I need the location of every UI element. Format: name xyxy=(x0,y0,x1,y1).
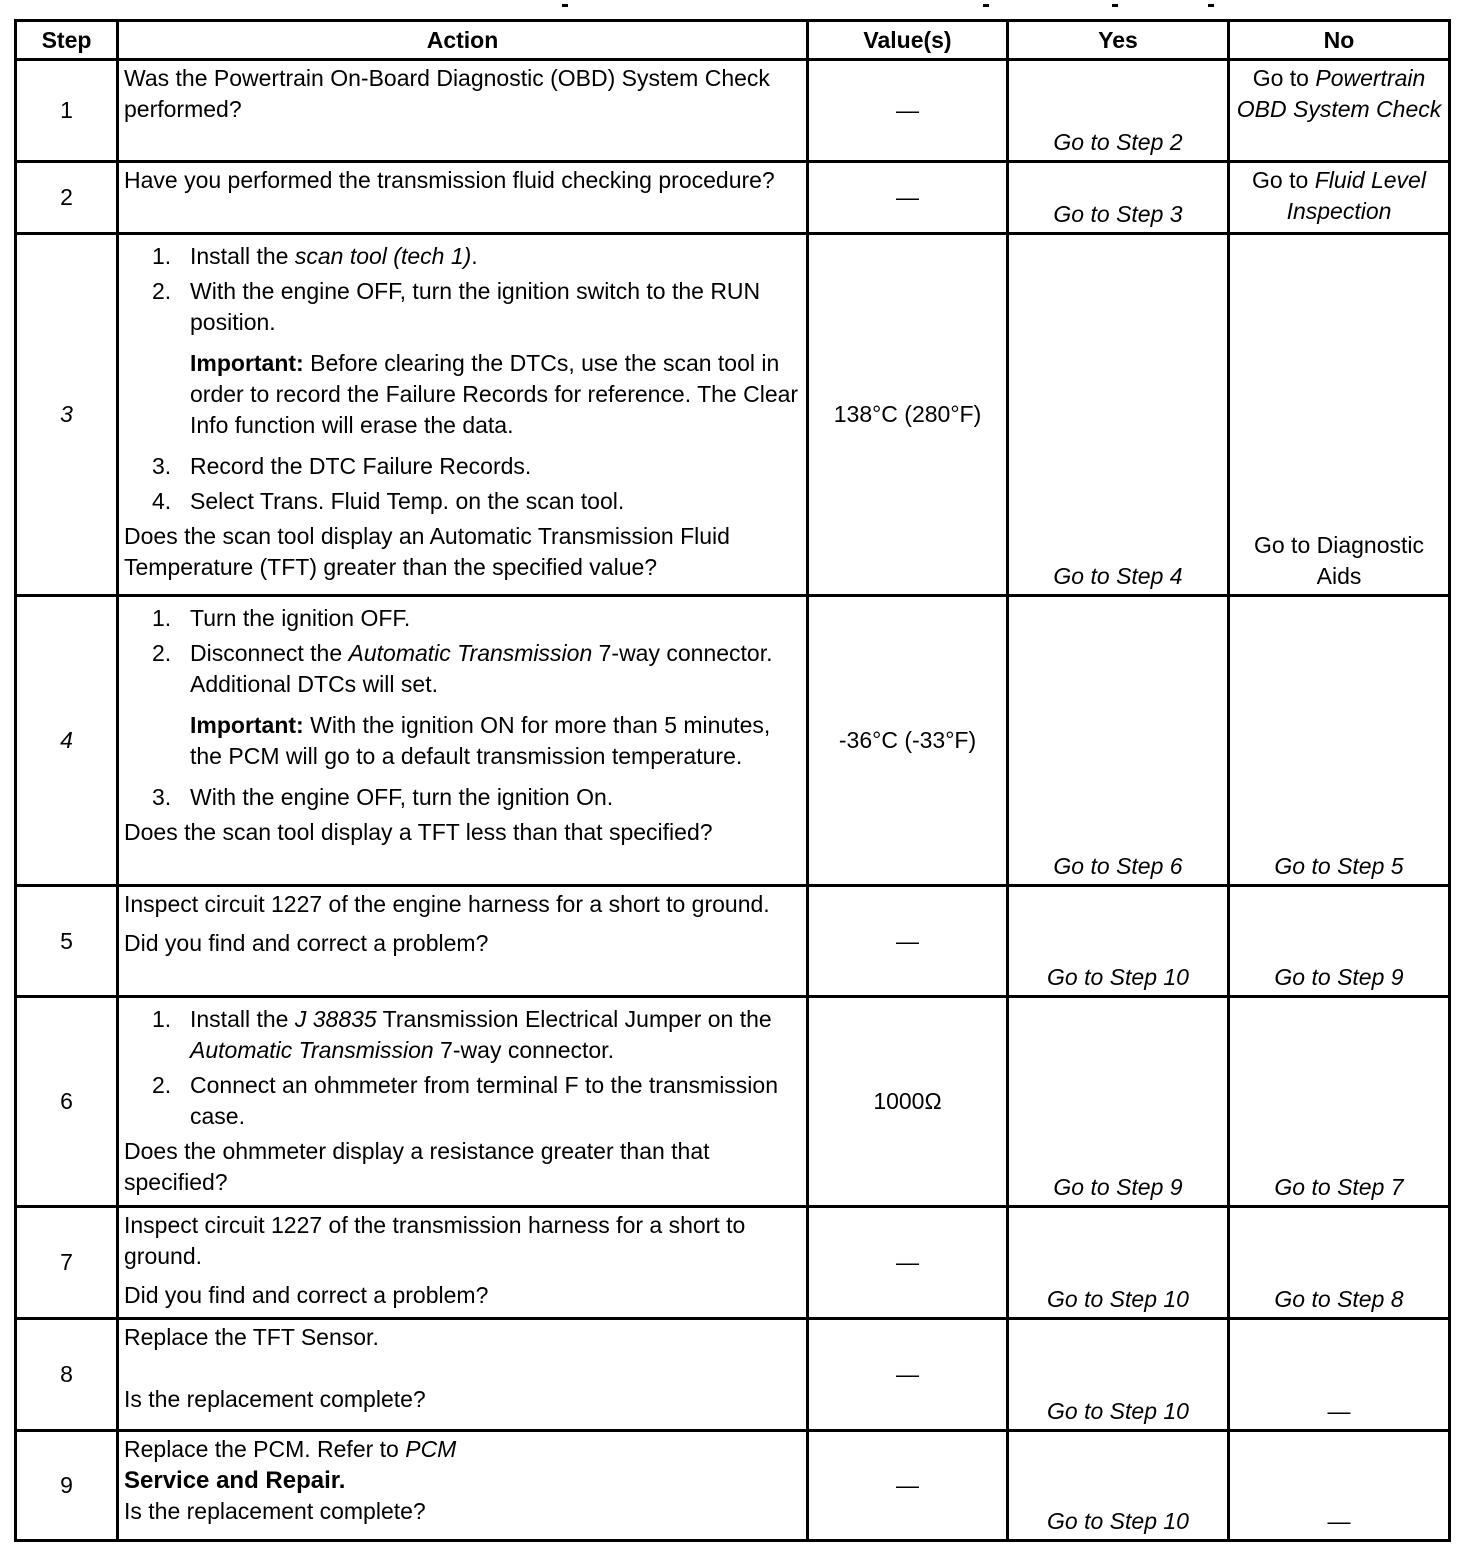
action-step xyxy=(124,276,801,338)
action-step xyxy=(124,486,801,517)
yes-cell: Go to Step 10 xyxy=(1008,1431,1229,1541)
yes-cell: Go to Step 10 xyxy=(1008,1319,1229,1431)
action-question: Have you performed the transmission fluid checking procedure? xyxy=(124,167,775,193)
action-cell xyxy=(118,997,808,1207)
value-cell: — xyxy=(808,1207,1008,1319)
action-step xyxy=(124,603,801,634)
value-cell: — xyxy=(808,886,1008,997)
yes-cell: Go to Step 10 xyxy=(1008,1207,1229,1319)
header-values: Value(s) xyxy=(808,21,1008,60)
scan-mark xyxy=(1112,4,1118,7)
value-cell: — xyxy=(808,162,1008,234)
table-row xyxy=(16,997,1450,1207)
no-cell: Go to Step 9 xyxy=(1229,886,1450,997)
no-cell: — xyxy=(1229,1319,1450,1431)
step-number: 7 xyxy=(16,1207,118,1319)
no-cell: Go to Diagnostic Aids xyxy=(1229,234,1450,596)
step-number: 4 xyxy=(16,596,118,886)
important-text: With the ignition ON for more than 5 minutes, the PCM will go to a default transmission temperature. xyxy=(190,712,771,769)
value-cell: 138°C (280°F) xyxy=(808,234,1008,596)
no-prefix: Go to xyxy=(1252,65,1316,91)
action-step xyxy=(124,638,801,700)
action-text-part: Replace the PCM. Refer to xyxy=(124,1436,406,1462)
scan-mark xyxy=(1208,4,1214,7)
no-link-text: Powertrain OBD System Check xyxy=(1236,65,1442,122)
step-text: Select Trans. Fluid Temp. on the scan tool. xyxy=(190,488,625,514)
value-cell: — xyxy=(808,1431,1008,1541)
no-cell: Go to Step 8 xyxy=(1229,1207,1450,1319)
action-steps xyxy=(124,1004,801,1132)
important-label: Important: xyxy=(190,712,304,738)
tool-name: scan tool (tech 1) xyxy=(294,243,472,269)
header-yes: Yes xyxy=(1008,21,1229,60)
action-cell xyxy=(118,234,808,596)
header-action: Action xyxy=(118,21,808,60)
step-text: Install the xyxy=(190,1006,295,1032)
header-step: Step xyxy=(16,21,118,60)
action-text xyxy=(124,1434,801,1465)
table-row xyxy=(16,60,1450,162)
action-question: Is the replacement complete? xyxy=(124,1386,426,1412)
action-question: Does the ohmmeter display a resistance greater than that specified? xyxy=(124,1138,710,1195)
step-text: Turn the ignition OFF. xyxy=(190,605,411,631)
no-cell: — xyxy=(1229,1431,1450,1541)
step-text: With the engine OFF, turn the ignition switch to the RUN position. xyxy=(190,278,761,335)
value-cell: — xyxy=(808,60,1008,162)
step-text: With the engine OFF, turn the ignition On. xyxy=(190,784,614,810)
important-note xyxy=(124,710,801,772)
action-step xyxy=(124,782,801,813)
step-text: Connect an ohmmeter from terminal F to the transmission case. xyxy=(190,1072,779,1129)
header-row xyxy=(16,21,1450,60)
table-row xyxy=(16,234,1450,596)
step-text: Transmission Electrical Jumper on the xyxy=(376,1006,772,1032)
action-question: Did you find and correct a problem? xyxy=(124,930,489,956)
action-step xyxy=(124,1004,801,1066)
action-step xyxy=(124,1070,801,1132)
important-text: Before clearing the DTCs, use the scan tool in order to record the Failure Records for reference. The Clear Info function will erase the data. xyxy=(190,350,799,438)
action-steps xyxy=(124,451,801,517)
yes-cell: Go to Step 3 xyxy=(1008,162,1229,234)
no-cell: Go to Step 5 xyxy=(1229,596,1450,886)
spacer xyxy=(124,1353,801,1384)
step-index: 1. xyxy=(152,605,172,631)
step-index: 1. xyxy=(152,243,172,269)
step-index: 1. xyxy=(152,1006,172,1032)
action-question: Is the replacement complete? xyxy=(124,1498,426,1524)
yes-cell: Go to Step 4 xyxy=(1008,234,1229,596)
yes-cell: Go to Step 6 xyxy=(1008,596,1229,886)
scan-mark xyxy=(983,4,989,7)
action-step xyxy=(124,451,801,482)
step-number: 3 xyxy=(16,234,118,596)
step-text: . xyxy=(471,243,478,269)
action-cell xyxy=(118,1207,808,1319)
action-text: Replace the TFT Sensor. xyxy=(124,1324,379,1350)
action-cell xyxy=(118,60,808,162)
yes-cell: Go to Step 2 xyxy=(1008,60,1229,162)
step-index: 2. xyxy=(152,278,172,304)
action-cell xyxy=(118,162,808,234)
table-row xyxy=(16,162,1450,234)
header-no: No xyxy=(1229,21,1450,60)
step-number: 8 xyxy=(16,1319,118,1431)
no-prefix: Go to xyxy=(1252,167,1315,193)
step-text: Disconnect the xyxy=(190,640,349,666)
action-text: Inspect circuit 1227 of the engine harness for a short to ground. xyxy=(124,891,770,917)
action-question: Was the Powertrain On-Board Diagnostic (OBD) System Check performed? xyxy=(124,65,770,122)
action-cell xyxy=(118,886,808,997)
reference-title: Service and Repair. xyxy=(124,1467,346,1494)
no-cell xyxy=(1229,60,1450,162)
table-row xyxy=(16,886,1450,997)
step-text: Record the DTC Failure Records. xyxy=(190,453,532,479)
yes-cell: Go to Step 9 xyxy=(1008,997,1229,1207)
tool-name: J 38835 xyxy=(294,1006,377,1032)
no-cell: Go to Step 7 xyxy=(1229,997,1450,1207)
step-text: Install the xyxy=(190,243,295,269)
action-steps xyxy=(124,603,801,700)
step-number: 9 xyxy=(16,1431,118,1541)
component-name: Automatic Transmission xyxy=(348,640,593,666)
step-number: 5 xyxy=(16,886,118,997)
diagnostic-table xyxy=(14,19,1451,1542)
step-text: 7-way connector. Additional DTCs will set. xyxy=(190,640,773,697)
table-row xyxy=(16,1207,1450,1319)
table-row xyxy=(16,1431,1450,1541)
action-steps xyxy=(124,782,801,813)
component-name: Automatic Transmission xyxy=(190,1037,434,1063)
step-index: 3. xyxy=(152,784,172,810)
step-text: 7-way connector. xyxy=(433,1037,614,1063)
table-row xyxy=(16,596,1450,886)
value-cell: 1000Ω xyxy=(808,997,1008,1207)
action-step xyxy=(124,241,801,272)
action-question: Did you find and correct a problem? xyxy=(124,1282,489,1308)
step-index: 4. xyxy=(152,488,172,514)
step-number: 6 xyxy=(16,997,118,1207)
value-cell: -36°C (-33°F) xyxy=(808,596,1008,886)
step-index: 2. xyxy=(152,640,172,666)
no-link-text: Fluid Level Inspection xyxy=(1286,167,1426,224)
scan-mark xyxy=(562,4,568,7)
reference-name: PCM xyxy=(405,1436,457,1462)
value-cell: — xyxy=(808,1319,1008,1431)
important-note xyxy=(124,348,801,441)
step-index: 3. xyxy=(152,453,172,479)
action-question: Does the scan tool display a TFT less than that specified? xyxy=(124,819,713,845)
yes-cell: Go to Step 10 xyxy=(1008,886,1229,997)
step-number: 2 xyxy=(16,162,118,234)
step-index: 2. xyxy=(152,1072,172,1098)
action-text: Inspect circuit 1227 of the transmission harness for a short to ground. xyxy=(124,1212,746,1269)
action-question: Does the scan tool display an Automatic Transmission Fluid Temperature (TFT) greater than the specified value? xyxy=(124,523,730,580)
important-label: Important: xyxy=(190,350,304,376)
action-cell xyxy=(118,596,808,886)
table-row xyxy=(16,1319,1450,1431)
action-cell xyxy=(118,1431,808,1541)
action-cell xyxy=(118,1319,808,1431)
action-steps xyxy=(124,241,801,338)
step-number: 1 xyxy=(16,60,118,162)
no-cell xyxy=(1229,162,1450,234)
